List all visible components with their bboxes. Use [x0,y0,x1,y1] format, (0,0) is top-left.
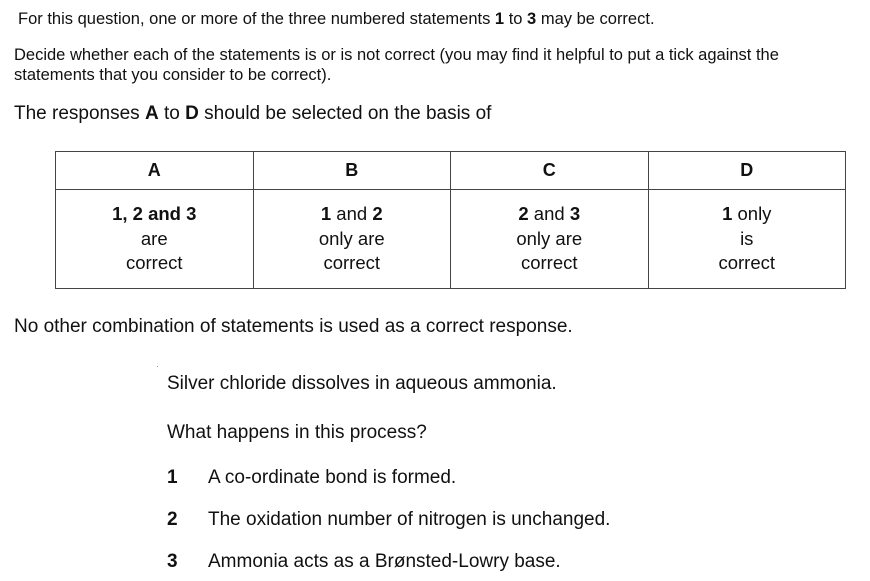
question-prompt: What happens in this process? [167,422,427,443]
statement-3 [167,551,561,573]
stray-mark [157,366,158,367]
instruction-line-3: The responses A to D should be selected on the basis of [14,103,492,124]
statement-text: Ammonia acts as a Brønsted-Lowry base. [208,551,561,572]
key-cell-a: 1, 2 and 3 are correct [56,190,254,289]
statement-number: 2 [167,509,178,530]
key-header-d: D [648,152,846,190]
key-header-row [56,152,846,190]
statement-text: A co-ordinate bond is formed. [208,467,457,488]
statement-number: 1 [167,467,178,488]
key-header-a: A [56,152,254,190]
statement-number: 3 [167,551,178,572]
question-stem: Silver chloride dissolves in aqueous ammonia. [167,373,557,394]
key-header-b: B [253,152,451,190]
statement-1 [167,467,456,489]
instruction-line-2: Decide whether each of the statements is or is not correct (you may find it helpful to put a tick against the statements that you consider to be correct). [14,46,779,84]
combination-note: No other combination of statements is used as a correct response. [14,316,573,337]
key-body-row [56,190,846,289]
key-cell-d: 1 only is correct [648,190,846,289]
statement-2 [167,509,610,531]
statement-text: The oxidation number of nitrogen is unchanged. [208,509,611,530]
response-key-table [55,151,846,289]
key-header-c: C [451,152,649,190]
key-cell-c: 2 and 3 only are correct [451,190,649,289]
key-cell-b: 1 and 2 only are correct [253,190,451,289]
instruction-line-1: For this question, one or more of the three numbered statements 1 to 3 may be correct. [18,10,655,28]
